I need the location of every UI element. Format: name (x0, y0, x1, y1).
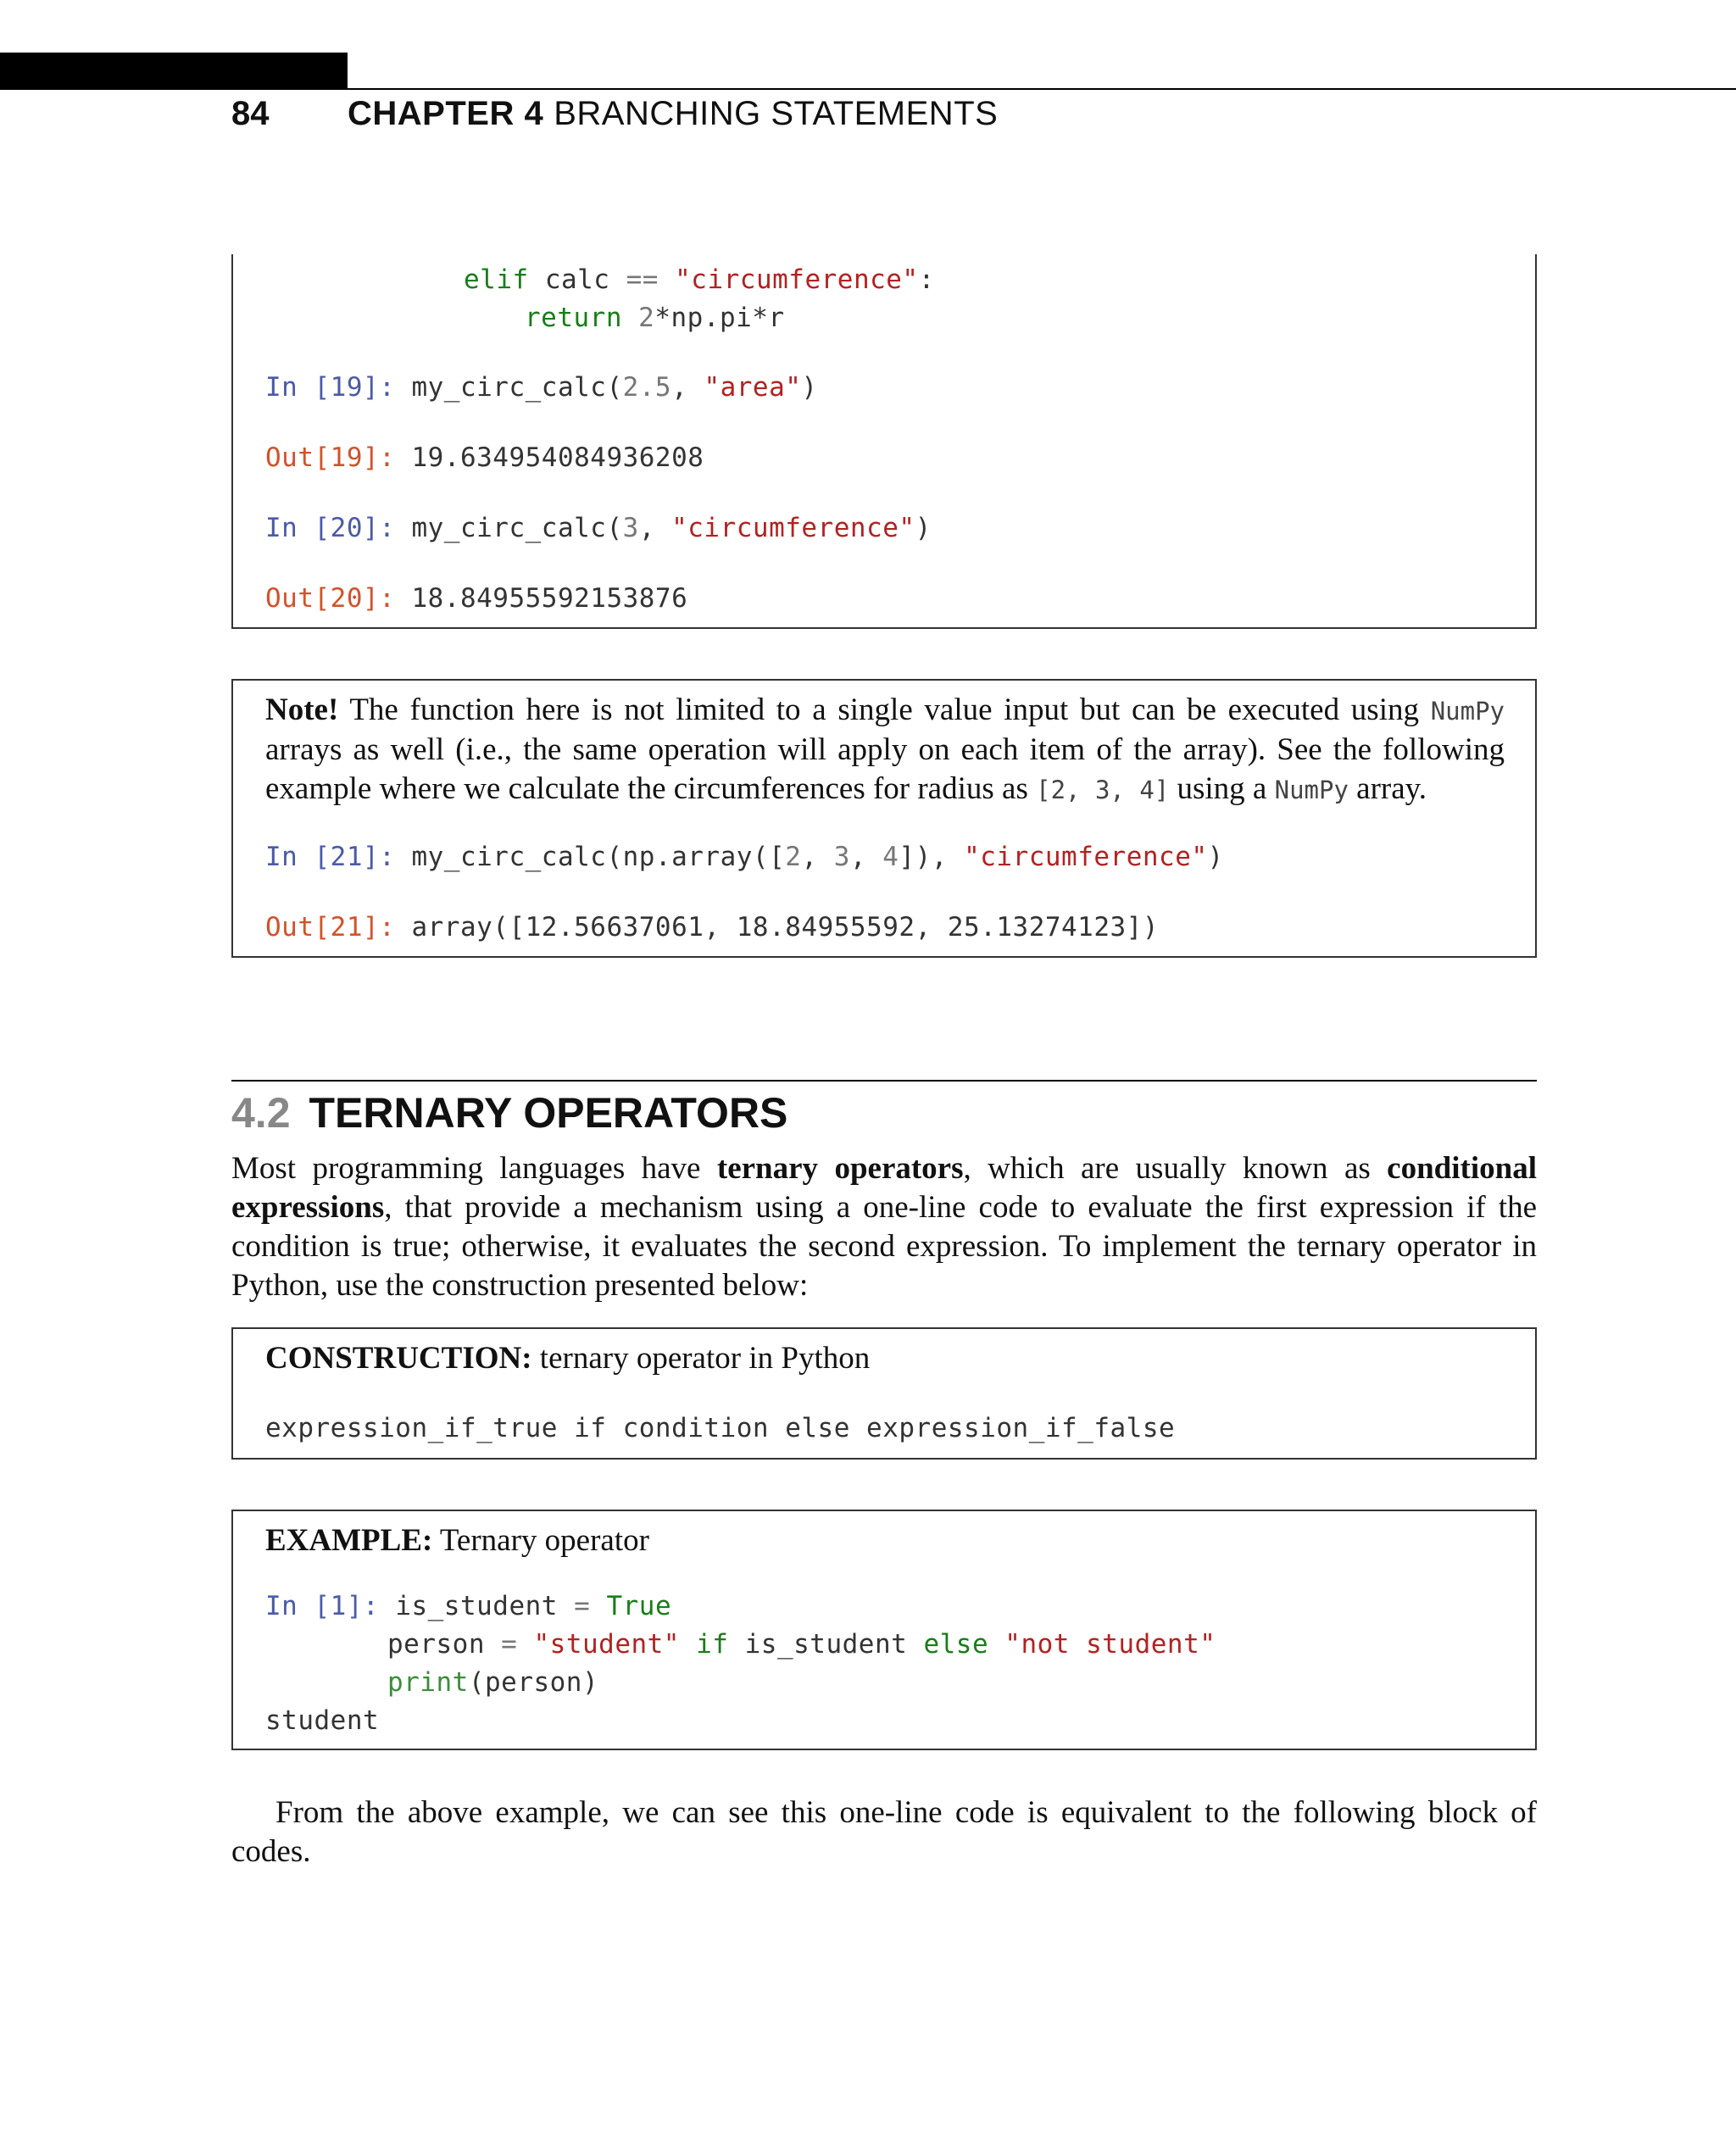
code-line-elif: elif calc == "circumference": (464, 264, 935, 295)
note-text: Note! The function here is not limited to a single value input but can be executed using NumPy arrays as well (i.e., the same operation will apply on each item of the array). See the following example where we calculate the circumferences for radius as [2, 3, 4] using a NumPy array. (265, 692, 1505, 806)
paragraph-ternary-intro: Most programming languages have ternary operators, which are usually known as conditional expressions, that provide a mechanism using a one-line code to evaluate the first expression if the condition is true; otherwise, it evaluates the second expression. To implement the ternary operator in Python, use the construction presented below: (231, 1151, 1537, 1303)
header-bar (0, 53, 348, 90)
section-number: 4.2 (231, 1089, 291, 1137)
code-line-out19: Out[19]: 19.634954084936208 (265, 442, 704, 473)
construction-title: CONSTRUCTION: ternary operator in Python (265, 1341, 871, 1376)
code-line-in19: In [19]: my_circ_calc(2.5, "area") (265, 372, 818, 403)
code-line-in21: In [21]: my_circ_calc(np.array([2, 3, 4]), "circumference") (265, 842, 1224, 872)
section-heading (231, 1088, 787, 1137)
example-box (231, 1510, 1537, 1750)
construction-code: expression_if_true if condition else expression_if_false (265, 1413, 1176, 1443)
note-box (231, 679, 1537, 958)
code-block-continued (231, 254, 1537, 629)
chapter-label: CHAPTER 4 (348, 95, 544, 132)
code-line-person: person = "student" if is_student else "not student" (387, 1629, 1216, 1660)
chapter-title: BRANCHING STATEMENTS (554, 95, 999, 132)
header-rule (348, 88, 1736, 90)
code-line-out21: Out[21]: array([12.56637061, 18.84955592, 25.13274123]) (265, 912, 1160, 943)
code-output-student: student (265, 1705, 380, 1736)
code-line-in1: In [1]: is_student = True (265, 1591, 672, 1621)
code-line-print: print(person) (387, 1667, 599, 1698)
page-number: 84 (231, 95, 270, 132)
running-head (348, 95, 998, 133)
code-line-return: return 2*np.pi*r (525, 303, 785, 333)
code-line-in20: In [20]: my_circ_calc(3, "circumference") (265, 513, 932, 543)
construction-box (231, 1327, 1537, 1460)
example-title: EXAMPLE: Ternary operator (265, 1523, 649, 1558)
paragraph-equivalent: From the above example, we can see this one-line code is equivalent to the following block of codes. (231, 1795, 1537, 1869)
code-line-out20: Out[20]: 18.84955592153876 (265, 583, 688, 614)
section-rule (231, 1080, 1537, 1082)
section-title: TERNARY OPERATORS (309, 1089, 788, 1137)
